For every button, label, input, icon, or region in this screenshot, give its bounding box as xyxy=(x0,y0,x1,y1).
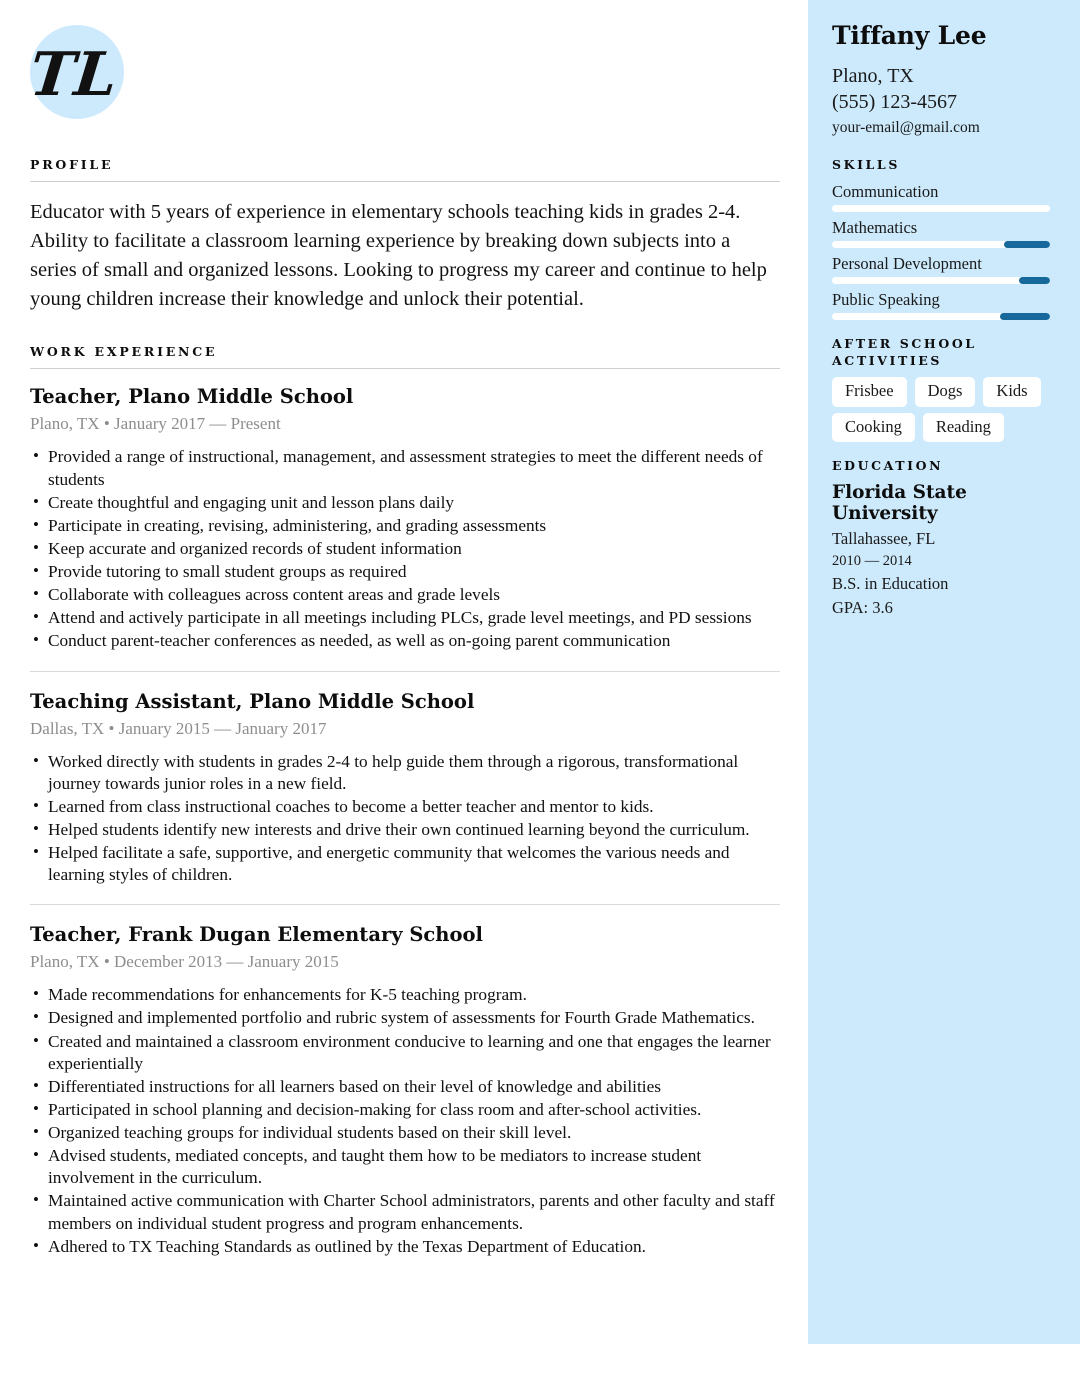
bullet-item: • Provided a range of instructional, management, and assessment strategies to meet the different needs of students xyxy=(30,446,780,490)
education-degree: B.S. in Education xyxy=(832,574,949,594)
bullet-item: • Attend and actively participate in all meetings including PLCs, grade level meetings, and PD sessions xyxy=(30,607,780,629)
skills-list xyxy=(832,181,1050,320)
bullet-item: • Conduct parent-teacher conferences as needed, as well as on-going parent communication xyxy=(30,630,780,652)
job-meta: Dallas, TX • January 2015 — January 2017 xyxy=(30,718,327,738)
education-school: Florida State University xyxy=(832,481,967,525)
bullet-item: • Participated in school planning and decision-making for class room and after-school activities. xyxy=(30,1099,780,1121)
skill-item xyxy=(832,217,1050,248)
job-bullets xyxy=(30,446,780,652)
candidate-name: Tiffany Lee xyxy=(832,21,987,50)
job-bullets xyxy=(30,751,780,887)
education-section-heading: EDUCATION xyxy=(832,458,944,474)
skill-track xyxy=(832,313,1050,320)
job-separator xyxy=(30,904,780,905)
contact-phone: (555) 123-4567 xyxy=(832,90,957,113)
job-entry xyxy=(30,690,780,887)
skill-item xyxy=(832,253,1050,284)
bullet-item: • Differentiated instructions for all learners based on their level of knowledge and abilities xyxy=(30,1076,780,1098)
job-title: Teacher, Frank Dugan Elementary School xyxy=(30,923,483,947)
activities-section-heading: AFTER SCHOOL ACTIVITIES xyxy=(832,336,977,369)
bullet-item: • Created and maintained a classroom environment conducive to learning and one that engages the learner experientially xyxy=(30,1031,780,1075)
education-location: Tallahassee, FL xyxy=(832,528,936,548)
job-separator xyxy=(30,671,780,672)
skills-section-heading: SKILLS xyxy=(832,157,900,173)
bullet-item: • Keep accurate and organized records of student information xyxy=(30,538,780,560)
bullet-item: • Advised students, mediated concepts, and taught them how to be mediators to increase student involvement in the curriculum. xyxy=(30,1145,780,1189)
activity-chip: Frisbee xyxy=(832,377,907,406)
bullet-item: • Helped students identify new interests and drive their own continued learning beyond the curriculum. xyxy=(30,819,780,841)
activity-chip: Cooking xyxy=(832,413,915,442)
job-bullets xyxy=(30,984,780,1258)
activities-list xyxy=(832,377,1050,442)
job-meta: Plano, TX • January 2017 — Present xyxy=(30,414,281,434)
activity-chip: Dogs xyxy=(915,377,976,406)
bullet-item: • Learned from class instructional coaches to become a better teacher and mentor to kids. xyxy=(30,796,780,818)
bullet-item: • Organized teaching groups for individual students based on their skill level. xyxy=(30,1122,780,1144)
monogram-logo xyxy=(26,25,124,119)
contact-email: your-email@gmail.com xyxy=(832,119,980,137)
bullet-item: • Collaborate with colleagues across content areas and grade levels xyxy=(30,584,780,606)
job-entry xyxy=(30,923,780,1258)
skill-label: Communication xyxy=(832,181,939,201)
skill-label: Personal Development xyxy=(832,254,982,274)
skill-track xyxy=(832,205,1050,212)
job-title: Teacher, Plano Middle School xyxy=(30,385,354,409)
monogram-initials-icon xyxy=(26,19,134,127)
bullet-item: • Worked directly with students in grades 2-4 to help guide them through a rigorous, transformational journey towards junior roles in a new field. xyxy=(30,751,780,795)
education-dates: 2010 — 2014 xyxy=(832,552,912,569)
activity-chip: Kids xyxy=(983,377,1040,406)
contact-location: Plano, TX xyxy=(832,64,914,87)
skill-fill xyxy=(1004,241,1050,248)
job-title: Teaching Assistant, Plano Middle School xyxy=(30,689,475,713)
skill-label: Mathematics xyxy=(832,218,918,238)
skill-track xyxy=(832,277,1050,284)
activity-chip: Reading xyxy=(923,413,1004,442)
work-divider xyxy=(30,368,780,369)
bullet-item: • Helped facilitate a safe, supportive, and energetic community that welcomes the various needs and learning styles of children. xyxy=(30,842,780,886)
bullet-item: • Create thoughtful and engaging unit and lesson plans daily xyxy=(30,492,780,514)
bullet-item: • Adhered to TX Teaching Standards as outlined by the Texas Department of Education. xyxy=(30,1236,780,1258)
sidebar xyxy=(808,0,1080,1344)
bullet-item: • Designed and implemented portfolio and rubric system of assessments for Fourth Grade Mathematics. xyxy=(30,1007,780,1029)
skill-fill xyxy=(1000,313,1050,320)
skill-track xyxy=(832,241,1050,248)
svg-text:TL: TL xyxy=(26,40,121,110)
bullet-item: • Made recommendations for enhancements for K-5 teaching program. xyxy=(30,984,780,1006)
education-entry xyxy=(832,482,1050,620)
job-entry xyxy=(30,385,780,652)
skill-fill xyxy=(1019,277,1050,284)
bullet-item: • Maintained active communication with Charter School administrators, parents and other faculty and staff members on individual student progress and program enhancements. xyxy=(30,1190,780,1234)
skill-item xyxy=(832,289,1050,320)
skill-label: Public Speaking xyxy=(832,290,940,310)
profile-divider xyxy=(30,181,780,182)
work-section-heading: WORK EXPERIENCE xyxy=(30,344,218,360)
bullet-item: • Provide tutoring to small student groups as required xyxy=(30,561,780,583)
profile-text: Educator with 5 years of experience in elementary schools teaching kids in grades 2-4. Ability to facilitate a classroom learning experience by breaking down subjects into a series of small and organized lessons. Looking to progress my career and continue to help young children increase their knowledge and unlock their potential. xyxy=(30,201,767,311)
skill-item xyxy=(832,181,1050,212)
bullet-item: • Participate in creating, revising, administering, and grading assessments xyxy=(30,515,780,537)
education-gpa: GPA: 3.6 xyxy=(832,598,893,618)
profile-section-heading: PROFILE xyxy=(30,157,114,172)
job-meta: Plano, TX • December 2013 — January 2015 xyxy=(30,952,339,972)
